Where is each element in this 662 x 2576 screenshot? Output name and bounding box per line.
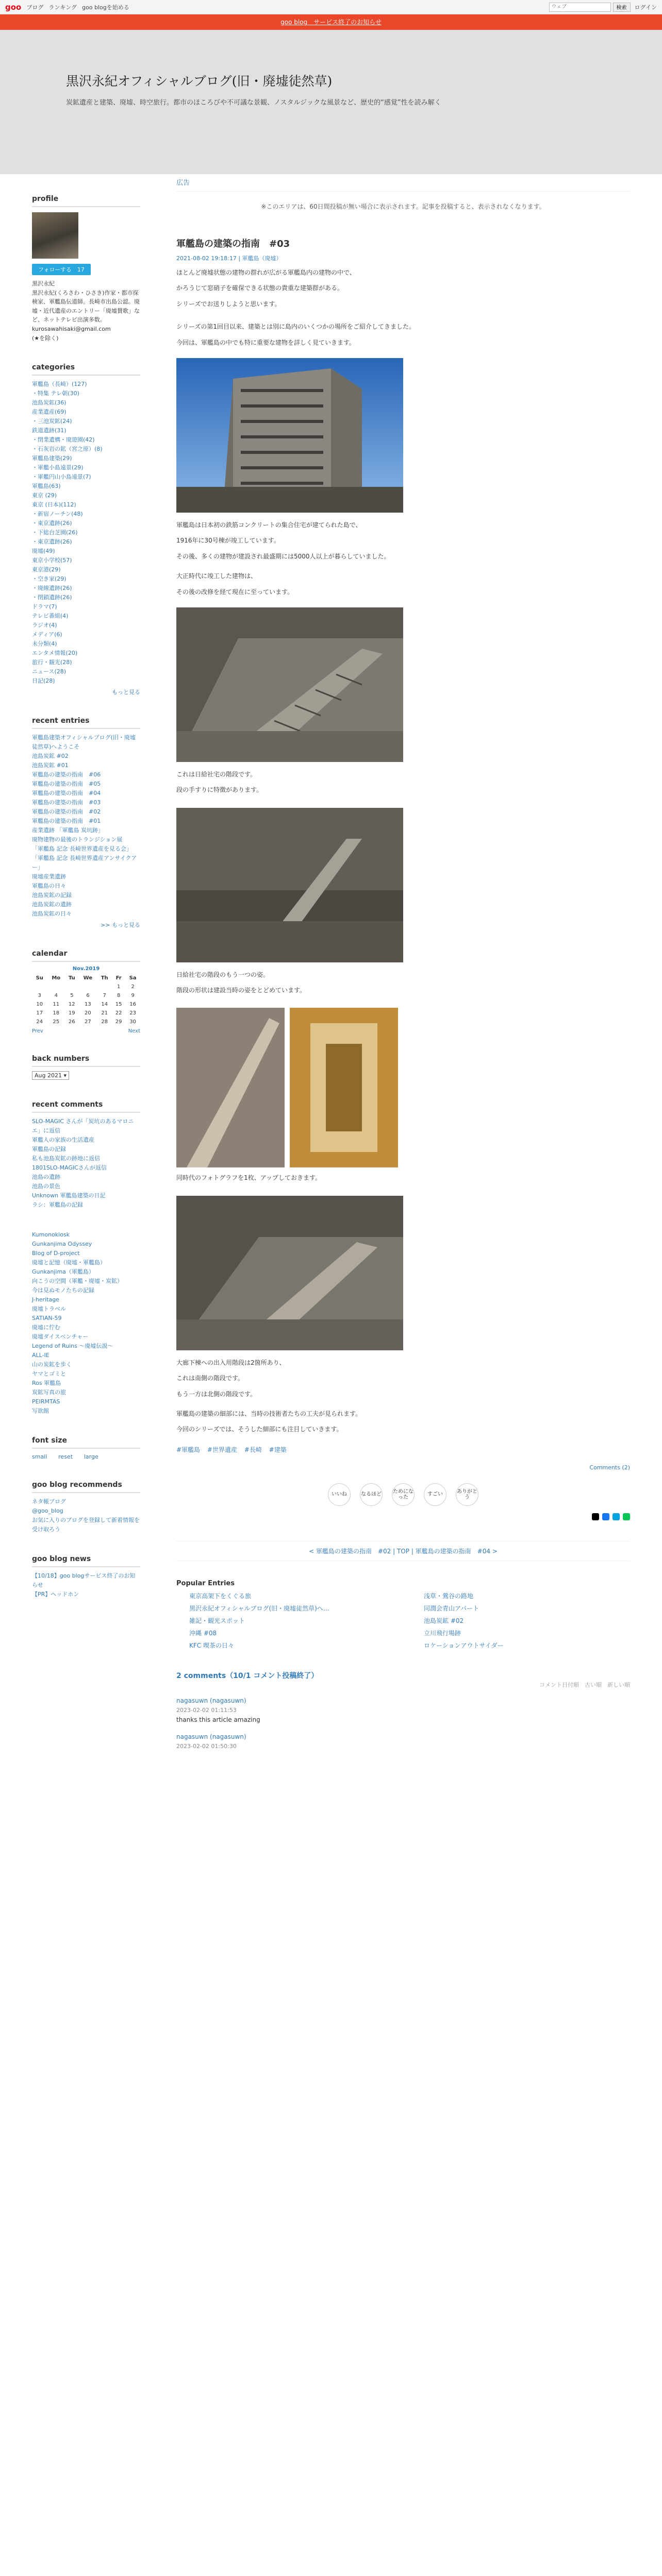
category-item[interactable]: ・東京遺跡(26) (32, 538, 72, 546)
tag-link[interactable]: #世界遺産 (207, 1446, 237, 1453)
post-paragraph: 段の手すりに特徴があります。 (176, 786, 263, 794)
bookmark-item[interactable]: 向こうの空間（軍艦・廃墟・炭鉱） (32, 1278, 123, 1285)
categories-widget (32, 363, 140, 696)
recent-comment-item[interactable]: SLO-MAGIC さんが「炭坑のあるマロニエ」に返信 (32, 1118, 134, 1134)
blog-header (0, 30, 662, 174)
post-paragraph: これは日給社宅の階段です。 (176, 770, 257, 778)
category-item[interactable]: ・廃線遺跡(26) (32, 585, 72, 592)
profile-name: 黒沢永紀 (32, 280, 55, 287)
category-item[interactable]: ・下総台芝園(26) (32, 529, 78, 536)
recent-entry-item[interactable]: 軍艦島の建築の指南 #05 (32, 781, 101, 788)
ad-note: ※このエリアは、60日間投稿が無い場合に表示されます。記事を投稿すると、表示されなくなります。 (261, 203, 545, 210)
popular-entry[interactable]: 池島炭鉱 #02 (424, 1617, 464, 1624)
bookmark-item[interactable]: 廃墟トラベル (32, 1306, 66, 1313)
category-item[interactable]: 廃墟(49) (32, 548, 55, 555)
share-buttons (176, 1513, 630, 1520)
recent-entry-item[interactable]: 産業遺跡 「軍艦島 炭坑跡」 (32, 827, 104, 834)
recent-entry-item[interactable]: 軍艦島の建築の指南 #03 (32, 799, 101, 806)
category-item[interactable]: テレビ番組(4) (32, 613, 69, 620)
category-item[interactable]: ニュース(28) (32, 668, 67, 675)
category-item[interactable]: メディア(6) (32, 631, 62, 638)
calendar-day[interactable]: 29 (115, 1019, 122, 1025)
post-paragraph: その後の改修を経て現在に至っています。 (176, 588, 294, 596)
calendar-day[interactable]: 4 (54, 993, 58, 999)
calendar-day[interactable]: 19 (68, 1010, 75, 1016)
comment-time: 2023-02-02 01:11:53 (176, 1707, 237, 1714)
reaction-button[interactable]: すごい (424, 1483, 446, 1506)
tag-link[interactable]: #長崎 (244, 1446, 262, 1453)
recommend-item[interactable]: お気に入りのブログを登録して新着情報を受け取ろう (32, 1517, 140, 1533)
post-paragraph: 階段の形状は建設当時の姿をとどめています。 (176, 987, 306, 994)
category-item[interactable]: 東京小学校(57) (32, 557, 72, 564)
calendar-day[interactable]: 27 (85, 1019, 91, 1025)
calendar-day[interactable]: 24 (36, 1019, 43, 1025)
calendar-day[interactable]: 25 (53, 1019, 60, 1025)
bookmark-item[interactable]: 廃墟と記憶（廃墟・軍艦島） (32, 1259, 106, 1266)
recent-comments-widget (32, 1100, 140, 1210)
news-widget (32, 1555, 140, 1599)
search-button[interactable]: 検索 (613, 3, 631, 12)
service-end-notice[interactable]: goo blog サービス終了のお知らせ (0, 14, 662, 30)
bookmark-item[interactable]: J-heritage (32, 1296, 59, 1303)
category-item[interactable]: 旅行・観光(28) (32, 659, 72, 666)
category-item[interactable]: ドラマ(7) (32, 603, 57, 611)
category-item[interactable]: 東京 (29) (32, 492, 57, 499)
category-item[interactable]: ・閉業遺構・廃遊園(42) (32, 436, 95, 444)
calendar-day[interactable]: 9 (131, 993, 135, 999)
category-item[interactable]: ・軍艦小島遠景(29) (32, 464, 84, 471)
category-item[interactable]: ・特集 テレ朝(30) (32, 390, 79, 397)
post-title[interactable]: 軍艦島の建築の指南 #03 (176, 239, 290, 249)
recent-entry-item[interactable]: 「軍艦島 記念 長崎世界遺産アンサイクアー」 (32, 855, 137, 871)
reaction-button[interactable]: なるほど (360, 1483, 383, 1506)
tag-link[interactable]: #軍艦島 (176, 1446, 201, 1453)
post-meta[interactable]: 2021-08-02 19:18:17 | 軍艦島（廃墟） (176, 255, 282, 262)
topbar-link-ranking[interactable]: ランキング (48, 4, 77, 11)
calendar-day[interactable]: 21 (101, 1010, 108, 1016)
category-item[interactable]: ・空き家(29) (32, 575, 67, 583)
popular-entry[interactable]: 浅草・鶯谷の路地 (424, 1592, 474, 1600)
calendar-month[interactable]: Nov.2019 (72, 966, 100, 972)
category-item[interactable]: ラジオ(4) (32, 622, 57, 629)
top-bar (0, 0, 662, 14)
calendar-day (32, 982, 47, 991)
goo-logo[interactable]: goo (5, 2, 22, 12)
reaction-button[interactable]: ありがとう (456, 1483, 478, 1506)
blog-title[interactable]: 黒沢永紀オフィシャルブログ(旧・廃墟徒然草) (66, 74, 333, 89)
calendar-weekday: Mo (52, 975, 61, 981)
calendar-day[interactable]: 28 (101, 1019, 108, 1025)
facebook-share-icon[interactable] (602, 1513, 609, 1520)
font-size-heading: font size (32, 1436, 140, 1449)
bookmark-item[interactable]: ALL-IE (32, 1352, 49, 1359)
post-paragraph: ほとんど廃墟状態の建物の群れが広がる軍艦島内の建物の中で、 (176, 269, 356, 276)
bookmark-item[interactable]: Gunkanjima（軍艦島） (32, 1268, 94, 1276)
calendar-weekday: We (83, 975, 93, 981)
profile-note: (★を除く) (32, 334, 59, 342)
calendar-day[interactable]: 13 (85, 1002, 91, 1008)
category-item[interactable]: ・軍艦円山小島遠景(7) (32, 473, 91, 481)
line-share-icon[interactable] (623, 1513, 630, 1520)
bookmark-item[interactable]: 廃墟ダイスベンチャー (32, 1333, 89, 1341)
comment-item (176, 1732, 630, 1751)
bookmark-item[interactable]: 山の炭鉱を歩く (32, 1361, 72, 1368)
bookmark-item[interactable]: SATIAN-59 (32, 1315, 62, 1322)
category-item[interactable]: 東京港(29) (32, 566, 61, 573)
reaction-button[interactable]: ためになった (392, 1483, 415, 1506)
popular-entry[interactable]: KFC 喫茶の日々 (189, 1641, 234, 1649)
comment-text: thanks this article amazing (176, 1716, 260, 1723)
calendar-day (47, 982, 65, 991)
category-item[interactable]: 未分類(4) (32, 640, 57, 648)
recent-entries-widget (32, 717, 140, 929)
post-paragraph: 軍艦島は日本初の鉄筋コンクリートの集合住宅が建てられた島で、 (176, 521, 362, 529)
sidebar (32, 174, 140, 1599)
recent-comment-item[interactable]: 私も池島炭鉱の跡地に返信 (32, 1155, 100, 1162)
calendar-weekday: Tu (68, 975, 75, 981)
calendar-weekday: Fr (115, 975, 122, 981)
font-size-widget (32, 1436, 140, 1460)
post-photo-stairs-3[interactable] (176, 1196, 630, 1352)
popular-entry[interactable]: 立川飛行場跡 (424, 1629, 461, 1637)
recent-entry-item[interactable]: 池島炭鉱の記録 (32, 892, 72, 899)
bookmark-item[interactable]: Kumonokiosk (32, 1231, 70, 1239)
recent-comment-item[interactable]: Unknown 軍艦島建築の日記 (32, 1192, 106, 1199)
category-item[interactable]: 軍艦島(63) (32, 483, 61, 490)
recent-entry-item[interactable]: 軍艦島の建築の指南 #04 (32, 790, 101, 797)
calendar-weekday: Su (36, 975, 43, 981)
category-item[interactable]: ・東京遺跡(26) (32, 520, 72, 527)
calendar-day[interactable]: 11 (53, 1002, 60, 1008)
calendar-day[interactable]: 15 (115, 1002, 122, 1008)
calendar-day[interactable]: 18 (53, 1010, 60, 1016)
bookmark-item[interactable]: Ros 軍艦島 (32, 1380, 61, 1387)
recommend-item[interactable]: @goo_blog (32, 1507, 63, 1515)
recent-comment-item[interactable]: 軍艦島の記録 (32, 1146, 66, 1153)
bookmark-item[interactable]: 廃墟に佇む (32, 1324, 60, 1331)
post-photo-stairs-1[interactable] (176, 607, 630, 764)
calendar-day[interactable]: 14 (101, 1002, 108, 1008)
category-item[interactable]: 産業遺産(69) (32, 409, 67, 416)
comment-author[interactable]: nagasuwn (nagasuwn) (176, 1733, 246, 1740)
recent-entry-item[interactable]: 「軍艦島 記念 長崎世界遺産を見る会」 (32, 845, 132, 853)
bookmark-item[interactable]: Legend of Ruins ～廃墟伝説～ (32, 1343, 113, 1350)
calendar-day[interactable]: 8 (117, 993, 121, 999)
profile-heading: profile (32, 195, 140, 207)
category-item[interactable]: 東京 (日本)(112) (32, 501, 76, 509)
category-item[interactable]: 日記(28) (32, 677, 55, 685)
post-photo-pair[interactable] (176, 1008, 630, 1167)
recent-entry-item[interactable]: 軍艦島の建築の指南 #02 (32, 808, 101, 816)
post-paragraph: シリーズでお送りしようと思います。 (176, 300, 281, 308)
calendar-day[interactable]: 30 (129, 1019, 136, 1025)
font-large-link[interactable]: large (84, 1453, 98, 1461)
post-paragraph: 同時代のフォトグラフを1枚、アップしておきます。 (176, 1174, 321, 1182)
popular-entry[interactable]: 沖縄 #08 (189, 1629, 217, 1637)
calendar-prev-link[interactable]: Prev (32, 1028, 43, 1035)
popular-entry[interactable]: 黒沢永紀オフィシャルブログ(旧・廃墟徒然草)へ… (189, 1604, 329, 1612)
comment-author[interactable]: nagasuwn (nagasuwn) (176, 1697, 246, 1704)
post-paragraph: シリーズの第1回目以来、建築とは別に島内のいくつかの場所をご紹介してきました。 (176, 323, 416, 331)
calendar-next-link[interactable]: Next (128, 1028, 140, 1035)
recent-entry-item[interactable]: 池島炭鉱の日々 (32, 910, 72, 918)
post-photo-stairs-2[interactable] (176, 808, 630, 964)
post-paragraph: もう一方は北側の階段です。 (176, 1390, 257, 1398)
category-item[interactable]: 池島炭鉱(36) (32, 399, 67, 406)
post-paragraph: これは南側の階段です。 (176, 1375, 244, 1382)
popular-entry[interactable]: 東京高架下をくぐる旅 (189, 1592, 252, 1600)
news-heading: goo blog news (32, 1555, 140, 1567)
popular-entry[interactable]: 同潤会青山アパート (424, 1604, 479, 1612)
blog-subtitle: 炭鉱遺産と建築、廃墟、時空旅行。都市のほころびや不可議な景観、ノスタルジックな風景など、歴史的“感覚”性を読み解く (66, 99, 441, 107)
post-paragraph: 日給社宅の階段のもう一つの姿。 (176, 971, 270, 978)
calendar-day[interactable]: 20 (85, 1010, 91, 1016)
recent-comment-item[interactable]: 1801SLO-MAGICさんが返信 (32, 1164, 107, 1172)
back-numbers-widget (32, 1055, 140, 1080)
recent-comment-item[interactable]: 池島の遺跡 (32, 1174, 60, 1181)
calendar-day[interactable]: 10 (36, 1002, 43, 1008)
recent-entry-item[interactable]: 軍艦島の建築の指南 #01 (32, 818, 101, 825)
comments-heading: 2 comments（10/1 コメント投稿終了） (176, 1671, 319, 1680)
comment-time: 2023-02-02 01:50:30 (176, 1742, 237, 1750)
x-share-icon[interactable] (592, 1513, 599, 1520)
popular-heading: Popular Entries (176, 1579, 235, 1587)
news-item[interactable]: 【PR】ヘッドホン (32, 1591, 79, 1598)
calendar-day[interactable]: 16 (129, 1002, 136, 1008)
bookmark-item[interactable]: Blog of D-project (32, 1250, 80, 1257)
profile-email: kurosawahisaki@gmail.com (32, 325, 111, 332)
popular-entry[interactable]: ロケーションアウトサイダー (424, 1641, 504, 1649)
post-paragraph: 軍艦島の建築の細部には、当時の技術者たちの工夫が見られます。 (176, 1410, 362, 1418)
recent-comment-item[interactable]: 池島の景色 (32, 1183, 60, 1190)
comment-sort-options[interactable]: コメント日付順 古い順 新しい順 (539, 1681, 630, 1688)
back-numbers-select[interactable]: Aug 2021 ▾ (32, 1071, 69, 1080)
hatena-share-icon[interactable] (613, 1513, 620, 1520)
main-content (176, 174, 630, 1751)
categories-more-link[interactable]: もっと見る (112, 689, 140, 696)
bookmark-item[interactable]: 写欲館 (32, 1408, 49, 1415)
recent-entry-item[interactable]: 廃墟産業遺跡 (32, 873, 66, 880)
bookmark-item[interactable]: PEIRMTAS (32, 1398, 60, 1405)
popular-entry[interactable]: 雑記・観光スポット (189, 1617, 245, 1624)
popular-entries (176, 1580, 630, 1650)
calendar-heading: calendar (32, 950, 140, 962)
calendar-day (65, 982, 78, 991)
recent-comment-item[interactable]: ラシ：軍艦島の記録 (32, 1201, 83, 1209)
bookmark-item[interactable]: ヤマとゴミと (32, 1370, 66, 1378)
comments-count-link[interactable]: Comments (2) (589, 1464, 630, 1471)
ad-label: 広告 (176, 174, 630, 192)
back-numbers-heading: back numbers (32, 1055, 140, 1067)
profile-widget (32, 195, 140, 343)
recommends-widget (32, 1481, 140, 1534)
categories-heading: categories (32, 363, 140, 376)
post-paragraph: 大廊下棟への出入用階段は2箇所あり、 (176, 1359, 286, 1366)
post-paragraph: かろうじて窓硝子を確保できる状態の貴重な建築群がある。 (176, 284, 344, 292)
recent-entries-more-link[interactable]: >> もっと見る (101, 922, 140, 929)
category-item[interactable]: ・石灰岩の鉱（宮之原）(8) (32, 446, 103, 453)
calendar-day[interactable]: 12 (68, 1002, 75, 1008)
follow-button[interactable]: フォローする 17 (32, 264, 91, 275)
recent-entry-item[interactable]: 廃物建物の最後のトランジション展 (32, 836, 123, 843)
recent-entry-item[interactable]: 軍艦島の建築の指南 #06 (32, 771, 101, 778)
tag-link[interactable]: #建築 (269, 1446, 287, 1453)
post-paragraph: 1916年に30号棟が竣工しています。 (176, 537, 280, 545)
calendar-table (32, 966, 140, 1026)
calendar-weekday: Th (101, 975, 108, 981)
category-item[interactable]: ・閉鎖遺跡(26) (32, 594, 72, 601)
bookmark-item[interactable]: 今は見ぬモノたちの記録 (32, 1287, 94, 1294)
recent-entry-item[interactable]: 軍艦島の日々 (32, 883, 66, 890)
category-item[interactable]: ・三池炭鉱(24) (32, 418, 72, 425)
bookmark-item[interactable]: 炭鉱写真の旅 (32, 1389, 66, 1396)
recent-entry-item[interactable]: 軍艦島建築オフィシャルブログ(旧・廃墟徒然草)へようこそ (32, 734, 136, 751)
calendar-day[interactable]: 1 (117, 984, 121, 990)
calendar-weekday: Sa (129, 975, 137, 981)
post-tags (176, 1445, 630, 1454)
reaction-button[interactable]: いいね (328, 1483, 351, 1506)
post-paragraph: 今回のシリーズでは、そうした細部にも注目していきます。 (176, 1426, 343, 1433)
calendar-day (97, 982, 112, 991)
calendar-day[interactable]: 5 (70, 993, 74, 999)
recommends-heading: goo blog recommends (32, 1481, 140, 1493)
category-item[interactable]: 軍艦島（長崎）(127) (32, 381, 87, 388)
news-item[interactable]: 【10/18】goo blogサービス終了のお知らせ (32, 1572, 136, 1589)
post-paragraph: 大正時代に竣工した建物は、 (176, 572, 257, 580)
post-navigation[interactable]: < 軍艦島の建築の指南 #02 | TOP | 軍艦島の建築の指南 #04 > (176, 1541, 630, 1561)
category-item[interactable]: エンタメ情報(20) (32, 650, 78, 657)
recent-entries-heading: recent entries (32, 717, 140, 729)
post-paragraph: その後、多くの建物が建設され最盛期には5000人以上が暮らしていました。 (176, 552, 390, 560)
profile-bio: 黒沢永紀(くろさわ・ひさき)作家・都市探検家、軍艦島伝道師。長崎市出島公認。廃墟・近代遺産のエントリー「廃墟賛歌」など、ネットテレビ出演多数。 (32, 289, 140, 324)
calendar-day[interactable]: 22 (115, 1010, 122, 1016)
comments-section (176, 1670, 630, 1751)
blog-post (176, 236, 630, 1561)
font-reset-link[interactable]: reset (58, 1453, 73, 1461)
calendar-day (78, 982, 97, 991)
calendar-day[interactable]: 17 (36, 1010, 43, 1016)
recent-entry-item[interactable]: 池島炭鉱 #02 (32, 753, 69, 760)
recent-comments-heading: recent comments (32, 1100, 140, 1113)
calendar-day[interactable]: 3 (38, 993, 41, 999)
category-item[interactable]: 鉄道遺跡(31) (32, 427, 67, 434)
recent-comment-item[interactable]: 軍艦人の家族の生活遺産 (32, 1137, 94, 1144)
post-photo-building[interactable] (176, 358, 630, 515)
calendar-day[interactable]: 26 (68, 1019, 75, 1025)
font-small-link[interactable]: small (32, 1453, 47, 1461)
comment-item (176, 1696, 630, 1725)
search-input[interactable] (549, 3, 611, 12)
bookmark-item[interactable]: Gunkanjima Odyssey (32, 1241, 92, 1248)
category-item[interactable]: ・新宿ノーチン(48) (32, 511, 83, 518)
calendar-day[interactable]: 6 (86, 993, 90, 999)
topbar-link-start[interactable]: goo blogを始める (82, 4, 129, 11)
login-link[interactable]: ログイン (634, 4, 657, 11)
recent-entry-item[interactable]: 池島炭鉱 #01 (32, 762, 69, 769)
calendar-widget (32, 950, 140, 1034)
calendar-day[interactable]: 23 (129, 1010, 136, 1016)
recommend-item[interactable]: ネタ帳ブログ (32, 1498, 66, 1505)
profile-avatar[interactable] (32, 212, 78, 259)
calendar-day[interactable]: 7 (103, 993, 106, 999)
reaction-buttons (176, 1483, 630, 1506)
bookmark-widget (32, 1230, 140, 1416)
calendar-day[interactable]: 2 (131, 984, 135, 990)
post-paragraph: 今回は、軍艦島の中でも特に重要な建物を詳しく見ていきます。 (176, 338, 356, 346)
recent-entry-item[interactable]: 池島炭鉱の遺跡 (32, 901, 72, 908)
category-item[interactable]: 軍艦島建築(29) (32, 455, 72, 462)
topbar-link-blog[interactable]: ブログ (26, 4, 44, 11)
